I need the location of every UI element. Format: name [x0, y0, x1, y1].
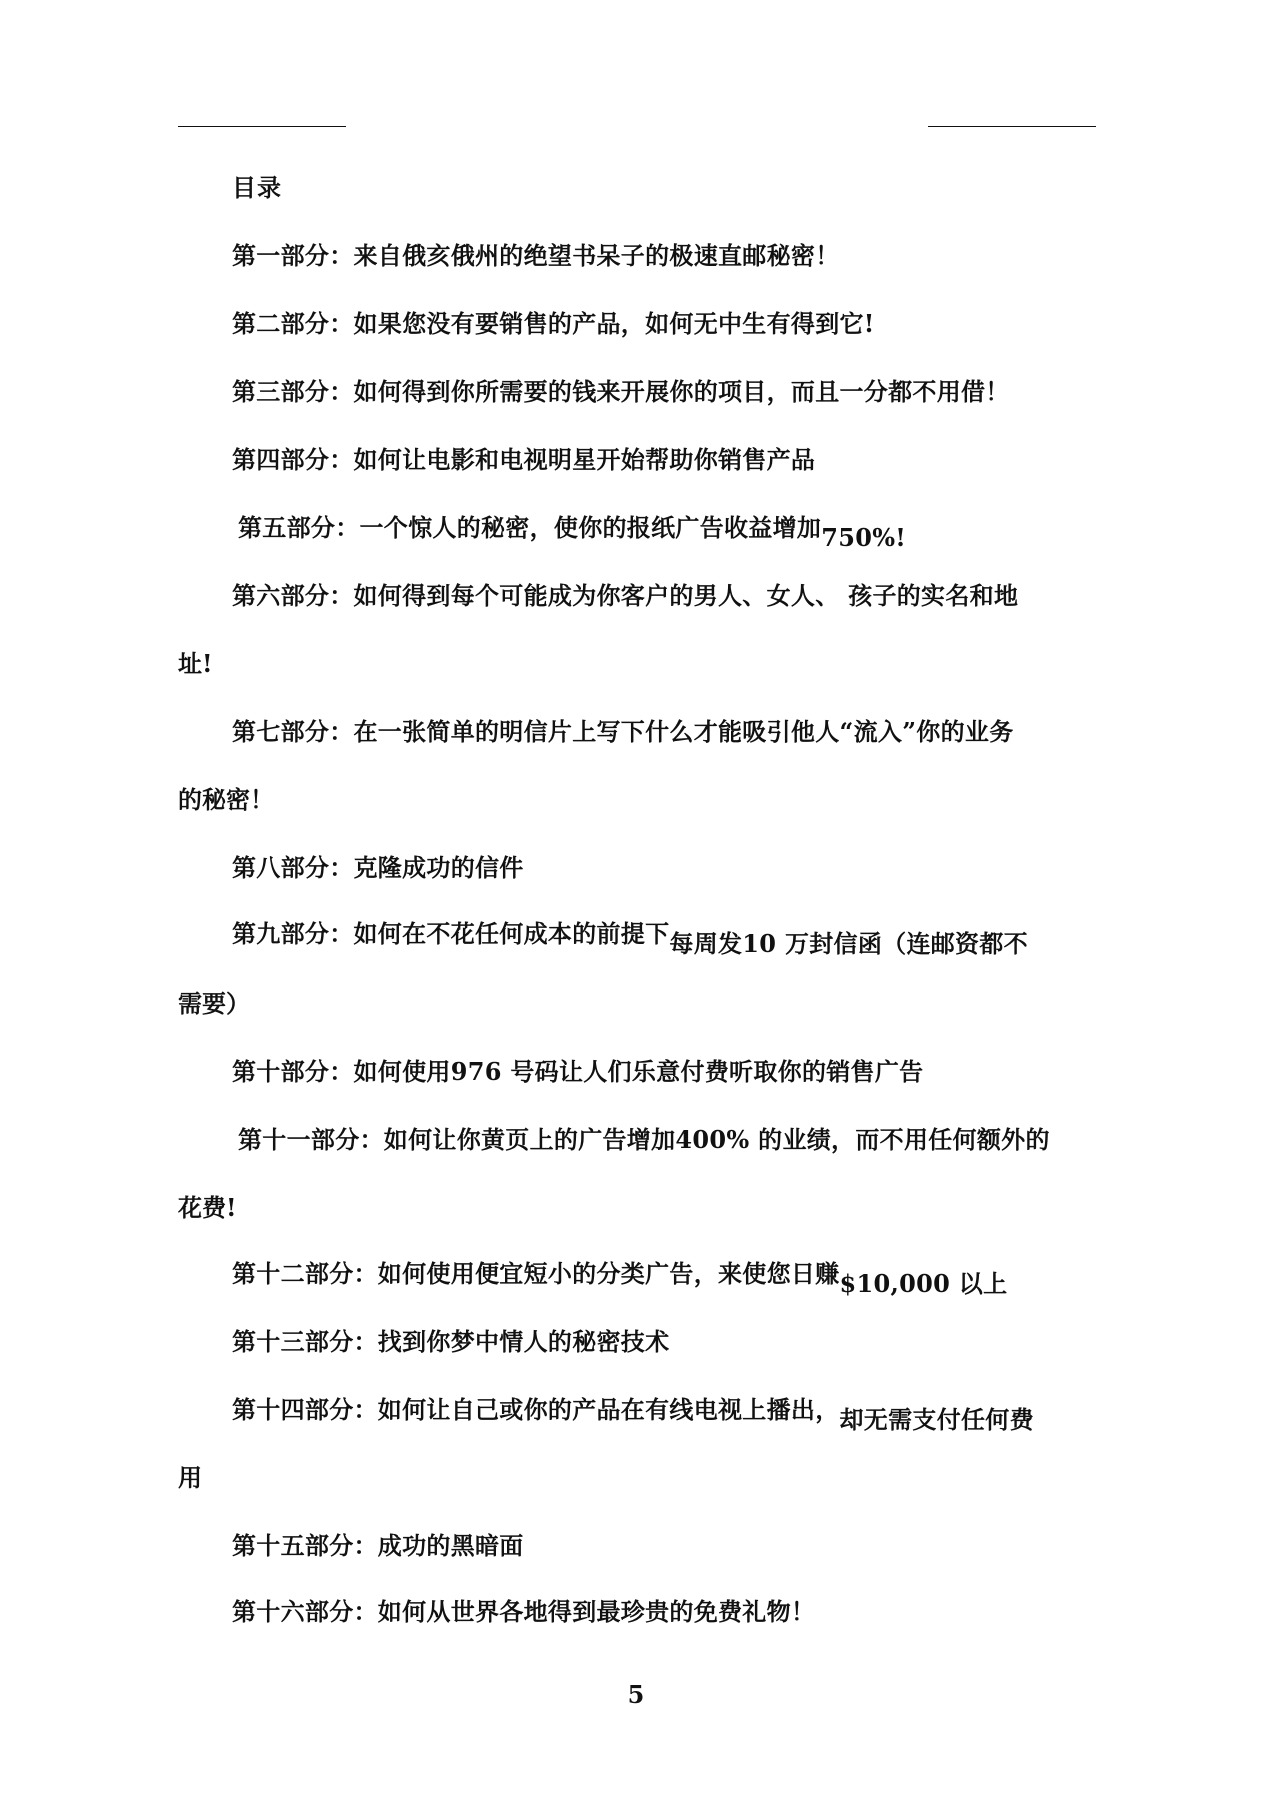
- toc-entry-11-continuation: 花费!: [178, 1193, 237, 1222]
- toc-entry-6: 第六部分：如何得到每个可能成为你客户的男人、女人、 孩子的实名和地: [232, 581, 1019, 610]
- toc-entry-14: [232, 1390, 1034, 1434]
- toc-entry-2: 第二部分：如果您没有要销售的产品，如何无中生有得到它!: [232, 309, 875, 338]
- toc-entry-12: [232, 1254, 1008, 1298]
- toc-entry-16: 第十六部分：如何从世界各地得到最珍贵的免费礼物！: [232, 1597, 816, 1626]
- toc-entry-7: 第七部分：在一张简单的明信片上写下什么才能吸引他人“流入”你的业务: [232, 717, 1014, 746]
- toc-entry-11: 第十一部分：如何让你黄页上的广告增加400% 的业绩，而不用任何额外的: [238, 1125, 1050, 1154]
- header-rule-right: [928, 126, 1096, 127]
- toc-entry-3: 第三部分：如何得到你所需要的钱来开展你的项目，而且一分都不用借！: [232, 377, 1010, 406]
- toc-entry-12-suffix: $10,000 以上: [839, 1269, 1008, 1298]
- header-rule-left: [178, 126, 346, 127]
- toc-entry-5-text: 第五部分：一个惊人的秘密，使你的报纸广告收益增加: [238, 513, 822, 542]
- toc-entry-10: 第十部分：如何使用976 号码让人们乐意付费听取你的销售广告: [232, 1057, 924, 1086]
- toc-entry-14-suffix: 却无需支付任何费: [839, 1405, 1034, 1434]
- toc-entry-5-suffix: 750%!: [821, 523, 907, 552]
- toc-entry-9: [232, 914, 1028, 958]
- toc-entry-12-text: 第十二部分：如何使用便宜短小的分类广告，来使您日赚: [232, 1259, 840, 1288]
- toc-entry-14-text: 第十四部分：如何让自己或你的产品在有线电视上播出，: [232, 1395, 840, 1424]
- toc-entry-9-continuation: 需要）: [178, 989, 250, 1018]
- toc-title: 目录: [232, 173, 282, 202]
- toc-entry-1: 第一部分：来自俄亥俄州的绝望书呆子的极速直邮秘密！: [232, 241, 840, 270]
- toc-entry-7-continuation: 的秘密！: [178, 785, 274, 814]
- toc-entry-15: 第十五部分：成功的黑暗面: [232, 1531, 524, 1560]
- toc-entry-13: 第十三部分：找到你梦中情人的秘密技术: [232, 1327, 670, 1356]
- toc-entry-4: 第四部分：如何让电影和电视明星开始帮助你销售产品: [232, 445, 816, 474]
- toc-entry-5: [238, 508, 907, 552]
- page-number: 5: [627, 1680, 645, 1709]
- toc-entry-14-continuation: 用: [178, 1463, 202, 1492]
- toc-entry-9-text: 第九部分：如何在不花任何成本的前提下: [232, 919, 670, 948]
- toc-entry-8: 第八部分：克隆成功的信件: [232, 853, 524, 882]
- toc-entry-6-continuation: 址!: [178, 649, 213, 678]
- toc-entry-9-suffix: 每周发10 万封信函（连邮资都不: [669, 929, 1028, 958]
